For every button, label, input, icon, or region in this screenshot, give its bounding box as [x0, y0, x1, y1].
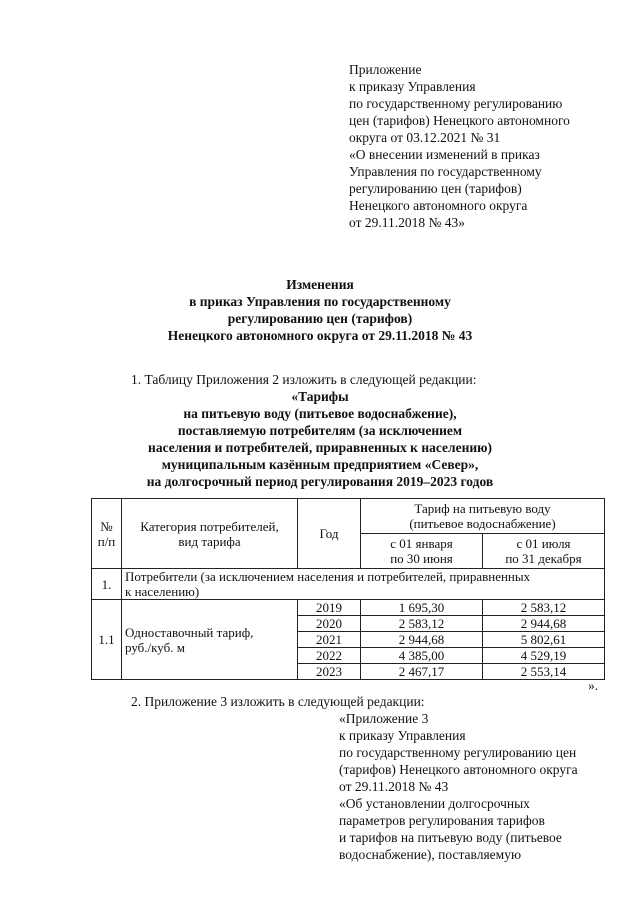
- tariff-second-half-cell: 4 529,19: [483, 648, 605, 664]
- header-number: № п/п: [92, 499, 122, 569]
- appendix-3-line: по государственному регулированию цен: [339, 745, 577, 760]
- year-cell: 2019: [298, 600, 361, 616]
- header-category: Категория потребителей, вид тарифа: [122, 499, 298, 569]
- tariff-second-half-cell: 5 802,61: [483, 632, 605, 648]
- changes-title-line: Ненецкого автономного округа от 29.11.2018 № 43: [167, 328, 473, 343]
- item-2-text: 2. Приложение 3 изложить в следующей редакции:: [131, 694, 425, 709]
- row-1-number: 1.: [92, 569, 122, 600]
- tariff-second-half-cell: 2 553,14: [483, 664, 605, 680]
- tariff-title-line: муниципальным казённым предприятием «Север»,: [161, 457, 479, 472]
- tariff-first-half-cell: 4 385,00: [361, 648, 483, 664]
- appendix-3-line: водоснабжение), поставляемую: [339, 847, 522, 862]
- appendix-3-line: «Об установлении долгосрочных: [339, 796, 530, 811]
- appendix-3-line: и тарифов на питьевую воду (питьевое: [339, 830, 562, 845]
- tariff-second-half-cell: 2 944,68: [483, 616, 605, 632]
- tariff-title-line: поставляемую потребителям (за исключением: [177, 423, 463, 438]
- appendix-header-line: Ненецкого автономного округа: [349, 198, 528, 213]
- closing-quote: ».: [588, 678, 599, 693]
- year-cell: 2022: [298, 648, 361, 664]
- appendix-header-line: от 29.11.2018 № 43»: [349, 215, 465, 230]
- header-year: Год: [298, 499, 361, 569]
- header-period-1: с 01 января по 30 июня: [361, 534, 483, 569]
- header-tariff: Тариф на питьевую воду (питьевое водоснабжение): [361, 499, 605, 534]
- tariff-table: [91, 498, 605, 680]
- tariff-title-line: на питьевую воду (питьевое водоснабжение),: [183, 406, 457, 421]
- row-1-1-text: Одноставочный тариф, руб./куб. м: [122, 600, 298, 680]
- appendix-header-line: округа от 03.12.2021 № 31: [349, 130, 501, 145]
- changes-title-line: регулированию цен (тарифов): [227, 311, 413, 326]
- year-cell: 2020: [298, 616, 361, 632]
- appendix-header-line: «О внесении изменений в приказ: [349, 147, 540, 162]
- tariff-first-half-cell: 2 583,12: [361, 616, 483, 632]
- tariff-title-line: «Тарифы: [291, 389, 349, 404]
- row-1-text: Потребители (за исключением населения и потребителей, приравненных к населению): [122, 569, 605, 600]
- row-1-1-number: 1.1: [92, 600, 122, 680]
- appendix-3-line: «Приложение 3: [339, 711, 429, 726]
- appendix-header-line: Управления по государственному: [349, 164, 542, 179]
- year-cell: 2021: [298, 632, 361, 648]
- appendix-3-line: (тарифов) Ненецкого автономного округа: [339, 762, 578, 777]
- changes-title-line: Изменения: [286, 277, 354, 292]
- appendix-header-line: регулированию цен (тарифов): [349, 181, 522, 196]
- appendix-3-line: параметров регулирования тарифов: [339, 813, 545, 828]
- tariff-first-half-cell: 2 944,68: [361, 632, 483, 648]
- appendix-header-line: к приказу Управления: [349, 79, 476, 94]
- tariff-second-half-cell: 2 583,12: [483, 600, 605, 616]
- appendix-3-line: к приказу Управления: [339, 728, 466, 743]
- appendix-header-line: Приложение: [349, 62, 422, 77]
- item-1-text: 1. Таблицу Приложения 2 изложить в следующей редакции:: [131, 372, 477, 387]
- appendix-header-line: цен (тарифов) Ненецкого автономного: [349, 113, 570, 128]
- tariff-title-line: населения и потребителей, приравненных к населению): [148, 440, 492, 455]
- tariff-title-line: на долгосрочный период регулирования 2019–2023 годов: [146, 474, 494, 489]
- tariff-first-half-cell: 2 467,17: [361, 664, 483, 680]
- appendix-header-line: по государственному регулированию: [349, 96, 563, 111]
- changes-title-line: в приказ Управления по государственному: [189, 294, 451, 309]
- tariff-first-half-cell: 1 695,30: [361, 600, 483, 616]
- header-period-2: с 01 июля по 31 декабря: [483, 534, 605, 569]
- appendix-3-line: от 29.11.2018 № 43: [339, 779, 449, 794]
- year-cell: 2023: [298, 664, 361, 680]
